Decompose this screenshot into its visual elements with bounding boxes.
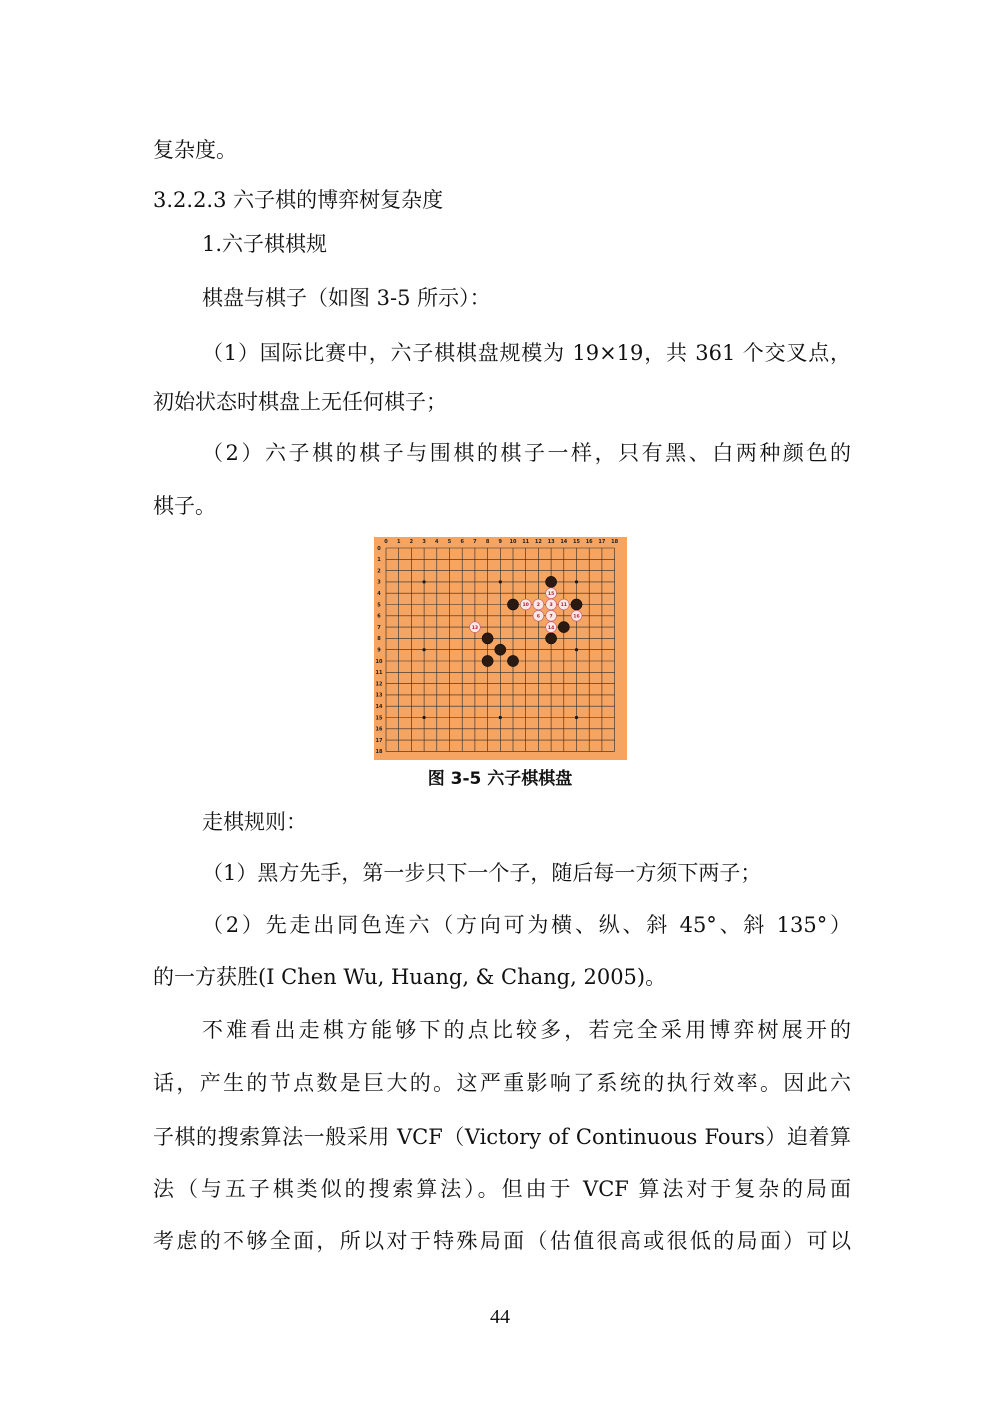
text-line-rule2-cont: 棋子。 — [153, 494, 216, 518]
row-label: 12 — [375, 681, 383, 688]
row-label: 15 — [375, 715, 383, 722]
black-stone — [571, 599, 582, 610]
column-label: 7 — [473, 539, 477, 545]
row-label: 18 — [375, 749, 383, 756]
white-stone-label: 15 — [547, 591, 555, 597]
black-stone — [546, 576, 557, 587]
row-label: 7 — [377, 624, 381, 631]
column-label: 5 — [447, 539, 452, 545]
row-label: 13 — [375, 692, 383, 699]
column-label: 15 — [573, 539, 580, 545]
text-line-move-rules: 走棋规则： — [202, 810, 307, 834]
row-label: 4 — [377, 591, 381, 597]
black-stone — [482, 633, 493, 644]
subsection-heading: 1.六子棋棋规 — [202, 232, 328, 256]
section-heading: 3.2.2.3 六子棋的博弈树复杂度 — [153, 188, 444, 212]
text-line-rule2: （2）六子棋的棋子与围棋的棋子一样，只有黑、白两种颜色的 — [202, 441, 851, 465]
white-stone-label: 10 — [522, 603, 529, 609]
column-label: 14 — [560, 539, 568, 545]
row-label: 8 — [377, 636, 381, 643]
star-point — [575, 648, 578, 651]
row-label: 2 — [377, 568, 381, 575]
text-line-para-1: 不难看出走棋方能够下的点比较多，若完全采用博弈树展开的 — [202, 1018, 851, 1042]
star-point — [423, 716, 426, 719]
connect6-board-figure — [374, 537, 627, 760]
text-line-para-5: 考虑的不够全面，所以对于特殊局面（估值很高或很低的局面）可以 — [153, 1229, 851, 1253]
column-label: 11 — [522, 539, 530, 545]
column-label: 12 — [534, 539, 542, 545]
column-label: 10 — [509, 539, 517, 545]
row-label: 14 — [375, 704, 383, 710]
column-label: 9 — [498, 539, 503, 545]
figure-caption: 图 3-5 六子棋棋盘 — [427, 769, 573, 789]
text-line-move-rule2: （2）先走出同色连六（方向可为横、纵、斜 45°、斜 135°） — [202, 913, 851, 937]
star-point — [423, 580, 426, 583]
white-stone-label: 3 — [549, 603, 553, 609]
white-stone-label: 13 — [471, 625, 479, 631]
text-line-move-rule1: （1）黑方先手，第一步只下一个子，随后每一方须下两子； — [202, 861, 762, 885]
black-stone — [546, 633, 557, 644]
star-point — [499, 716, 502, 719]
text-line-para-4: 法（与五子棋类似的搜索算法）。但由于 VCF 算法对于复杂的局面 — [153, 1177, 851, 1201]
column-label: 16 — [585, 539, 593, 545]
text-line-move-rule2-cont: 的一方获胜(I Chen Wu, Huang, & Chang, 2005)。 — [153, 965, 667, 989]
column-label: 8 — [485, 539, 490, 545]
row-label: 3 — [377, 579, 381, 586]
column-label: 4 — [435, 539, 439, 545]
row-label: 17 — [375, 737, 383, 744]
page-number: 44 — [490, 1306, 510, 1328]
star-point — [575, 580, 578, 583]
row-label: 6 — [377, 613, 381, 620]
text-line-rule1: （1）国际比赛中，六子棋棋盘规模为 19×19，共 361 个交叉点， — [202, 341, 851, 365]
column-label: 1 — [396, 539, 401, 545]
column-label: 0 — [384, 539, 388, 545]
black-stone — [507, 655, 518, 666]
black-stone — [495, 644, 506, 655]
white-stone-label: 7 — [549, 614, 553, 620]
column-label: 17 — [598, 539, 606, 545]
white-stone-label: 6 — [536, 614, 541, 620]
white-stone-label: 11 — [560, 603, 568, 609]
star-point — [423, 648, 426, 651]
row-label: 0 — [377, 545, 381, 552]
row-label: 16 — [375, 726, 383, 733]
column-label: 18 — [611, 539, 619, 545]
text-line-para-2: 话，产生的节点数是巨大的。这严重影响了系统的执行效率。因此六 — [153, 1071, 851, 1095]
black-stone — [507, 599, 518, 610]
row-label: 1 — [377, 557, 381, 564]
column-label: 13 — [547, 539, 555, 545]
row-label: 10 — [375, 658, 383, 665]
black-stone — [558, 622, 569, 633]
text-line-rule1-cont: 初始状态时棋盘上无任何棋子； — [153, 390, 447, 414]
row-label: 11 — [375, 670, 383, 677]
row-label: 9 — [377, 647, 381, 654]
white-stone-label: 16 — [573, 614, 580, 620]
column-label: 2 — [409, 539, 414, 545]
white-stone-label: 2 — [536, 603, 541, 609]
text-line-1: 复杂度。 — [153, 138, 237, 162]
star-point — [575, 716, 578, 719]
text-line-board: 棋盘与棋子（如图 3-5 所示）： — [202, 286, 491, 310]
star-point — [499, 580, 502, 583]
row-label: 5 — [377, 602, 381, 609]
black-stone — [482, 655, 493, 666]
connect6-board — [374, 537, 627, 760]
white-stone-label: 14 — [547, 625, 555, 631]
column-label: 6 — [460, 539, 464, 545]
column-label: 3 — [422, 539, 426, 545]
text-line-para-3: 子棋的搜索算法一般采用 VCF（Victory of Continuous Fours）迫着算 — [153, 1125, 851, 1149]
